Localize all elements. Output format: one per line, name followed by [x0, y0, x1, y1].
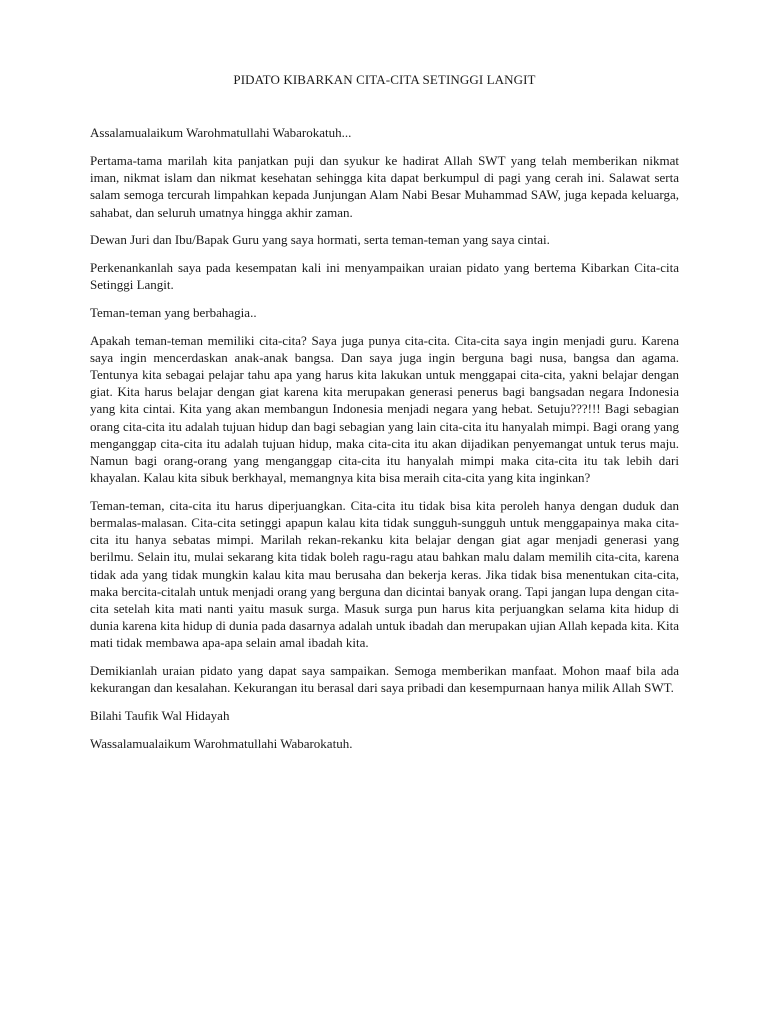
paragraph-body-1: Apakah teman-teman memiliki cita-cita? Saya juga punya cita-cita. Cita-cita saya ingin menjadi guru. Karena saya ingin mencerdaskan anak-anak bangsa. Dan saya juga ingin berguna bagi nusa, bangsa dan agama. Tentunya kita sebagai pelajar tahu apa yang harus kita lakukan untuk menggapai cita-cita, yakni belajar dengan giat. Kita harus belajar dengan giat karena kita merupakan generasi penerus bagi bangsadan negara Indonesia yang kita cintai. Kita yang akan membangun Indonesia menjadi negara yang hebat. Setuju???!!! Bagi sebagian orang cita-cita itu adalah tujuan hidup dan bagi sebagian yang lain cita-cita itu hanyalah mimpi. Bagi orang yang menganggap cita-cita itu adalah tujuan hidup, maka cita-cita itu akan dijadikan penyemangat untuk terus maju. Namun bagi orang-orang yang menganggap cita-cita itu hanyalah mimpi maka cita-cita itu tak lebih dari khayalan. Kalau kita sibuk berkhayal, memangnya kita bisa meraih cita-cita yang kita inginkan?: [90, 332, 679, 486]
paragraph-closing: Demikianlah uraian pidato yang dapat saya sampaikan. Semoga memberikan manfaat. Mohon maaf bila ada kekurangan dan kesalahan. Kekurangan itu berasal dari saya pribadi dan kesempurnaan hanya milik Allah SWT.: [90, 663, 679, 696]
paragraph-opening: Pertama-tama marilah kita panjatkan puji dan syukur ke hadirat Allah SWT yang telah memberikan nikmat iman, nikmat islam dan nikmat kesehatan sehingga kita dapat berkumpul di pagi yang cerah ini. Salawat serta salam semoga tercurah limpahkan kepada Junjungan Alam Nabi Besar Muhammad SAW, juga kepada keluarga, sahabat, dan seluruh umatnya hingga akhir zaman.: [90, 152, 679, 220]
paragraph-audience: Dewan Juri dan Ibu/Bapak Guru yang saya hormati, serta teman-teman yang saya cintai.: [90, 232, 550, 248]
paragraph-body-2: Teman-teman, cita-cita itu harus diperjuangkan. Cita-cita itu tidak bisa kita peroleh hanya dengan duduk dan bermalas-malasan. Cita-cita setinggi apapun kalau kita tidak sungguh-sungguh untuk menggapainya maka cita-cita itu hanya sebatas mimpi. Marilah rekan-rekanku kita belajar dengan giat agar menjadi generasi yang berilmu. Selain itu, mulai sekarang kita tidak boleh ragu-ragu atau bahkan malu dalam memilih cita-cita, karena tidak ada yang tidak mungkin kalau kita mau berusaha dan bekerja keras. Jika tidak bisa menentukan cita-cita, maka bercita-citalah untuk menjadi orang yang berguna dan dicintai banyak orang. Tapi jangan lupa dengan cita-cita setelah kita mati nanti yaitu masuk surga. Masuk surga pun harus kita perjuangkan selama kita hidup di dunia karena kita hidup di dunia pada dasarnya adalah untuk ibadah dan merupakan ujian Allah kepada kita. Kita mati tidak membawa apa-apa selain amal ibadah kita.: [90, 497, 679, 651]
document-page: [90, 71, 679, 763]
document-title: PIDATO KIBARKAN CITA-CITA SETINGGI LANGIT: [233, 72, 536, 87]
paragraph-theme: Perkenankanlah saya pada kesempatan kali ini menyampaikan uraian pidato yang bertema Kibarkan Cita-cita Setinggi Langit.: [90, 259, 679, 293]
paragraph-farewell: Wassalamualaikum Warohmatullahi Wabarokatuh.: [90, 735, 353, 751]
paragraph-greeting: Assalamualaikum Warohmatullahi Wabarokatuh...: [90, 125, 352, 141]
paragraph-blessing: Bilahi Taufik Wal Hidayah: [90, 708, 230, 724]
paragraph-address: Teman-teman yang berbahagia..: [90, 304, 257, 320]
